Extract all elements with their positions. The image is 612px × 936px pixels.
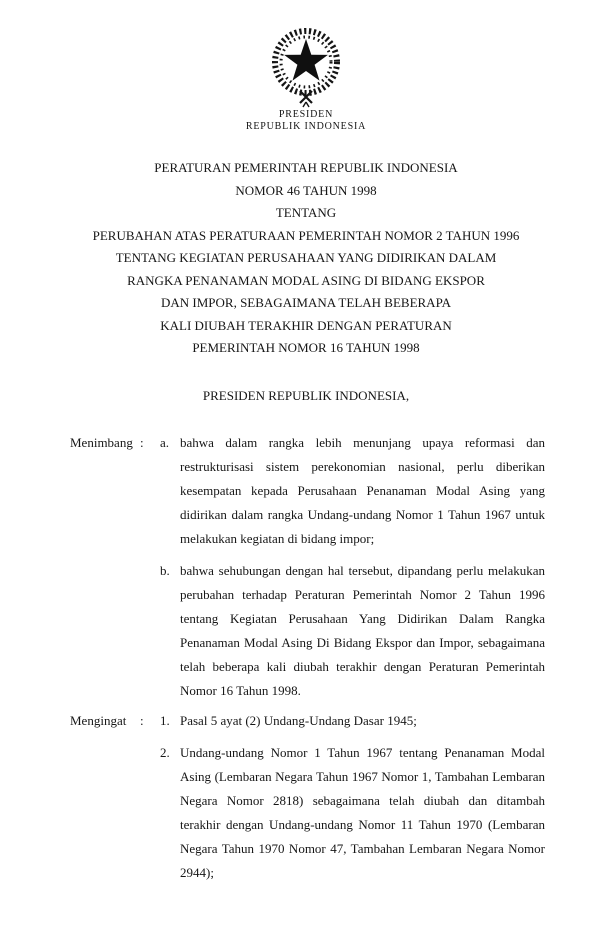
document-title	[0, 157, 612, 360]
document-body	[0, 431, 612, 885]
item-marker: b.	[160, 562, 170, 578]
letterhead-republik-indonesia: REPUBLIK INDONESIA	[245, 121, 367, 132]
item-text: Undang-undang Nomor 1 Tahun 1967 tentang Penanaman Modal Asing (Lembaran Negara Tahun 1967 Nomor 1, Tambahan Lembaran Negara Nomor 2818) sebagaimana telah diubah dan ditambah terakhir dengan Undang-undang Nomor 11 Tahun 1970 (Lembaran Negara Tahun 1970 Nomor 47, Tambahan Lembaran Negara Nomor 2944);	[180, 744, 545, 880]
section-colon: :	[140, 712, 144, 728]
title-line: PERATURAN PEMERINTAH REPUBLIK INDONESIA	[154, 160, 458, 175]
star-wreath-seal-icon	[258, 25, 354, 111]
section-items	[160, 431, 545, 703]
letterhead-presiden: PRESIDEN	[278, 109, 334, 120]
section-label: Menimbang	[70, 434, 133, 450]
item-text: Pasal 5 ayat (2) Undang-Undang Dasar 1945;	[180, 712, 417, 728]
title-line: PERUBAHAN ATAS PERATURAAN PEMERINTAH NOMOR 2 TAHUN 1996	[92, 227, 520, 243]
section-menimbang	[70, 431, 545, 703]
item-marker: 2.	[160, 744, 170, 760]
title-line: PEMERINTAH NOMOR 16 TAHUN 1998	[192, 340, 420, 355]
section-label: Mengingat	[70, 712, 127, 728]
title-line: KALI DIUBAH TERAKHIR DENGAN PERATURAN	[160, 317, 452, 333]
item-text: bahwa sehubungan dengan hal tersebut, dipandang perlu melakukan perubahan terhadap Peraturan Pemerintah Nomor 2 Tahun 1996 tentang Kegiatan Perusahaan Yang Didirikan Dalam Rangka Penanaman Modal Asing Di Bidang Ekspor dan Impor, sebagaimana telah beberapa kali diubah terakhir dengan Peraturan Pemerintah Nomor 16 Tahun 1998.	[180, 562, 545, 698]
title-line: TENTANG KEGIATAN PERUSAHAAN YANG DIDIRIKAN DALAM	[115, 250, 497, 265]
section-colon: :	[140, 434, 144, 450]
title-line: TENTANG	[275, 205, 337, 220]
presidential-seal	[0, 0, 612, 111]
title-line: DAN IMPOR, SEBAGAIMANA TELAH BEBERAPA	[160, 295, 451, 310]
section-items	[160, 709, 545, 885]
legal-basis-item-2	[160, 741, 545, 885]
salutation: PRESIDEN REPUBLIK INDONESIA,	[202, 387, 410, 403]
consideration-item-a	[160, 431, 545, 551]
letterhead	[0, 109, 612, 133]
section-mengingat	[70, 709, 545, 885]
legal-basis-item-1	[160, 709, 545, 733]
consideration-item-b	[160, 559, 545, 703]
item-marker: 1.	[160, 712, 170, 728]
title-line: NOMOR 46 TAHUN 1998	[235, 182, 377, 198]
item-marker: a.	[160, 434, 170, 450]
item-text: bahwa dalam rangka lebih menunjang upaya reformasi dan restrukturisasi sistem perekonomian nasional, perlu diberikan kesempatan kepada Perusahaan Penanaman Modal Asing yang didirikan dalam rangka Undang-undang Nomor 1 Tahun 1967 untuk melakukan kegiatan di bidang impor;	[180, 434, 545, 546]
title-line: RANGKA PENANAMAN MODAL ASING DI BIDANG EKSPOR	[127, 272, 485, 288]
